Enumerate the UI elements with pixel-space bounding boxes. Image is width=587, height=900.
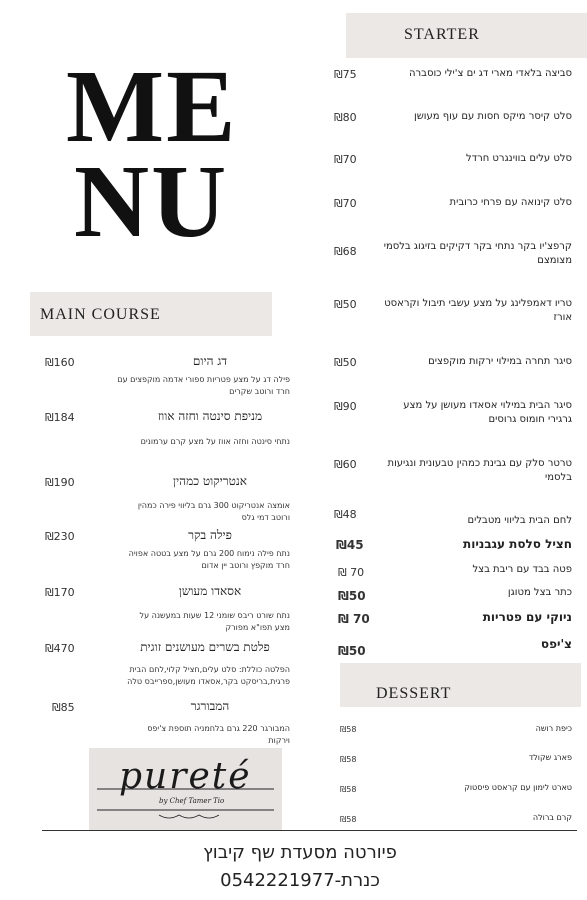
main-price: ₪470 xyxy=(45,642,75,655)
menu-title-line1: ME xyxy=(66,49,238,164)
starter-price: ₪ 70 xyxy=(338,566,365,579)
main-price: ₪160 xyxy=(45,356,75,369)
dessert-price: ₪58 xyxy=(340,755,357,764)
dessert-header-band xyxy=(340,663,581,707)
dessert-price: ₪58 xyxy=(340,785,357,794)
main-price: ₪230 xyxy=(45,530,75,543)
starter-price: ₪60 xyxy=(334,458,357,471)
starter-item: סיגר תחרה במילוי ירקות מוקפצים xyxy=(428,356,572,367)
main-item-desc: נתח פילה נימוח 200 גרם על מצע בטטה אפויה חרד מוקפץ ורוטב יין אדום xyxy=(128,549,290,570)
main-price: ₪184 xyxy=(45,411,75,424)
main-item-name: אנטריקוט כמהין xyxy=(172,474,248,488)
starter-item: טרטר סלק עם גבינת כמהין טבעונית ונגיעות בלסמי xyxy=(387,458,572,483)
logo-word: pureté xyxy=(119,756,252,797)
footer-line2: כנרת-0542221977 xyxy=(220,870,380,891)
main-price: ₪190 xyxy=(45,476,75,489)
starter-price: ₪50 xyxy=(334,298,357,311)
menu-title-line2: NU xyxy=(74,144,229,259)
starter-price: ₪45 xyxy=(336,538,364,552)
dessert-price: ₪58 xyxy=(340,815,357,824)
starter-header-band xyxy=(346,13,587,58)
starter-item: סלט קיסר מיקס חסות עם עוף מעושן xyxy=(414,111,572,122)
main-price: ₪85 xyxy=(52,701,75,714)
starter-price: ₪70 xyxy=(334,197,357,210)
restaurant-logo xyxy=(89,748,282,830)
starter-item: פטה בבד עם ריבת בצל xyxy=(472,564,572,575)
starter-item: סיגר הבית במילוי אסאדו מעושן על מצע גרגירי חומוס גרוסים xyxy=(403,400,572,425)
main-item-desc: פילה דג על מצע פטריות ספורי אדמה מוקפצים עם חרד ורוטב שקרים xyxy=(117,375,290,396)
main-item-name: פילה בקר xyxy=(188,528,232,542)
starter-item: טריו דאמפלינג על מצע עשבי תיבול וקראסט אורז xyxy=(384,298,572,323)
main-item-name: אסאדו מעושן xyxy=(178,584,242,598)
main-course-heading: MAIN COURSE xyxy=(40,306,161,323)
starter-price: ₪50 xyxy=(338,589,366,603)
starter-price: ₪75 xyxy=(334,68,357,81)
starter-price: ₪ 70 xyxy=(338,612,370,626)
dessert-item: פארג שקולד xyxy=(528,753,572,762)
starter-price: ₪48 xyxy=(334,508,357,521)
main-price: ₪170 xyxy=(45,586,75,599)
starter-item: כתר בצל מטוגן xyxy=(507,587,572,598)
starter-item: סביצה בלאדי מארי דג ים צ'ילי כוסברה xyxy=(409,68,572,79)
starter-price: ₪90 xyxy=(334,400,357,413)
starter-price: ₪50 xyxy=(338,644,366,658)
starter-item: לחם הבית בליווי מטבלים xyxy=(467,515,572,526)
main-item-name: המבורגר xyxy=(190,699,230,713)
starter-price: ₪70 xyxy=(334,153,357,166)
logo-tagline: by Chef Tamer Tio xyxy=(159,797,225,805)
main-item-name: מניפת סינטה וחזה אווז xyxy=(157,409,263,423)
footer-divider xyxy=(42,830,577,831)
main-item-desc: נתחי סינטה וחזה אווז על מצע קרם ערמונים xyxy=(140,437,290,446)
dessert-item: טארט לימון עם קראסט פיסטוק xyxy=(464,783,572,792)
dessert-item: כיפת רושה xyxy=(535,724,572,733)
starter-item: ניוקי עם פטריות xyxy=(482,610,572,624)
main-item-desc: אומצה אנטריקוט 300 גרם בליווי פירה כמהין ורוטב דמי גלס xyxy=(137,501,290,522)
main-item-name: פלטת בשרים מעושנים זוגית xyxy=(140,640,270,654)
dessert-item: קרם ברולה xyxy=(532,813,572,822)
starter-item: סלט עלים בווינגרט חרדל xyxy=(465,153,572,164)
starter-price: ₪68 xyxy=(334,245,357,258)
starter-item: קרפצ'יו בקר נתחי בקר דקיקים בזיגוג בלסמי מצומצם xyxy=(383,241,572,266)
main-item-name: דג היום xyxy=(192,354,228,368)
main-item-desc: הפלטה כוללת: סלט עלים,חציל קלוי,לחם הבית פרגית,בריסקט בקר,אסאדו מעושן,ספרייבס טלה xyxy=(127,665,290,686)
starter-price: ₪80 xyxy=(334,111,357,124)
dessert-price: ₪58 xyxy=(340,725,357,734)
main-item-desc: המבורגר 220 גרם בלחמניה תוספת צ'יפס וירקות xyxy=(147,724,290,745)
starter-item: סלט קינואה עם פרחי כרובית xyxy=(449,197,572,208)
main-course-header-band xyxy=(30,292,272,336)
main-item-desc: נתח שורט ריבס שומני 12 שעות במעשנה על מצע תפו"א מפורק xyxy=(139,611,290,632)
dessert-heading: DESSERT xyxy=(376,685,452,702)
starter-item: חציל סלסת עגבניות xyxy=(463,537,572,551)
starter-heading: STARTER xyxy=(404,26,480,43)
starter-price: ₪50 xyxy=(334,356,357,369)
starter-item: צ'יפס xyxy=(540,637,572,651)
footer-line1: פיורטה מסעדת שף קיבוץ xyxy=(203,842,397,863)
